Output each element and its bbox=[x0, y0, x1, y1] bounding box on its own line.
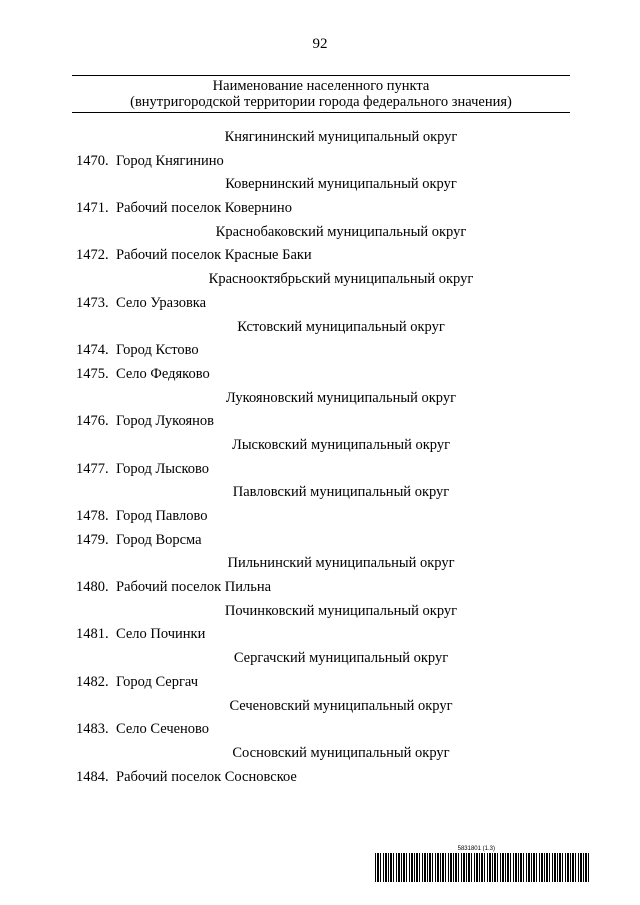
district-heading: Сосновский муниципальный округ bbox=[232, 744, 450, 761]
settlement-name: Рабочий поселок Пильна bbox=[116, 579, 272, 596]
settlement-row bbox=[0, 671, 640, 695]
district-heading: Кстовский муниципальный округ bbox=[237, 318, 445, 335]
settlement-name: Город Сергач bbox=[116, 673, 199, 690]
settlement-row bbox=[0, 150, 640, 174]
settlement-row bbox=[0, 410, 640, 434]
settlement-number: 1474. bbox=[76, 342, 109, 359]
district-heading: Краснооктябрьский муниципальный округ bbox=[208, 271, 474, 288]
header-top-rule bbox=[72, 75, 570, 76]
settlement-list bbox=[0, 126, 640, 789]
settlement-name: Город Княгинино bbox=[116, 152, 224, 169]
district-heading: Пильнинский муниципальный округ bbox=[227, 555, 455, 572]
district-heading: Лукояновский муниципальный округ bbox=[225, 389, 457, 406]
settlement-name: Село Починки bbox=[116, 626, 206, 643]
district-heading: Лысковский муниципальный округ bbox=[231, 436, 451, 453]
settlement-number: 1472. bbox=[76, 247, 109, 264]
settlement-name: Город Лукоянов bbox=[116, 413, 214, 430]
settlement-name: Город Кстово bbox=[116, 342, 199, 359]
settlement-row bbox=[0, 458, 640, 482]
district-heading: Сергачский муниципальный округ bbox=[233, 650, 449, 667]
page-number: 92 bbox=[312, 36, 328, 52]
settlement-row bbox=[0, 197, 640, 221]
barcode-image bbox=[375, 853, 589, 882]
settlement-number: 1482. bbox=[76, 673, 109, 690]
settlement-row bbox=[0, 576, 640, 600]
settlement-number: 1476. bbox=[76, 413, 109, 430]
settlement-number: 1470. bbox=[76, 152, 109, 169]
settlement-number: 1475. bbox=[76, 365, 109, 382]
settlement-name: Село Сеченово bbox=[116, 721, 210, 738]
settlement-number: 1471. bbox=[76, 200, 109, 217]
header-bottom-rule bbox=[72, 112, 570, 113]
district-heading: Княгининский муниципальный округ bbox=[224, 129, 458, 145]
settlement-number: 1484. bbox=[76, 768, 109, 785]
settlement-row bbox=[0, 292, 640, 316]
district-heading: Починковский муниципальный округ bbox=[224, 602, 458, 619]
settlement-row bbox=[0, 244, 640, 268]
settlement-name: Город Павлово bbox=[116, 508, 208, 524]
district-heading: Сеченовский муниципальный округ bbox=[229, 697, 453, 714]
settlement-name: Село Федяково bbox=[116, 365, 210, 382]
settlement-name: Рабочий поселок Красные Баки bbox=[116, 247, 312, 264]
district-heading: Краснобаковский муниципальный округ bbox=[215, 223, 467, 240]
settlement-number: 1480. bbox=[76, 579, 109, 596]
settlement-row bbox=[0, 505, 640, 529]
settlement-number: 1481. bbox=[76, 626, 109, 643]
settlement-row bbox=[0, 718, 640, 742]
settlement-number: 1478. bbox=[76, 508, 109, 524]
document-barcode bbox=[375, 845, 589, 883]
settlement-name: Город Ворсма bbox=[116, 531, 202, 548]
column-header-line-1: Наименование населенного пункта bbox=[212, 78, 430, 94]
settlement-name: Рабочий поселок Ковернино bbox=[116, 200, 292, 217]
district-heading: Ковернинский муниципальный округ bbox=[225, 176, 457, 193]
settlement-number: 1473. bbox=[76, 294, 109, 311]
settlement-row bbox=[0, 363, 640, 387]
settlement-row bbox=[0, 339, 640, 363]
settlement-row bbox=[0, 529, 640, 553]
settlement-name: Город Лысково bbox=[116, 460, 210, 477]
column-header-line-2: (внутригородской территории города федерального значения) bbox=[130, 94, 512, 110]
district-heading: Павловский муниципальный округ bbox=[232, 484, 450, 501]
settlement-row bbox=[0, 766, 640, 790]
settlement-number: 1483. bbox=[76, 721, 109, 738]
settlement-name: Село Уразовка bbox=[116, 294, 207, 311]
settlement-name: Рабочий поселок Сосновское bbox=[116, 768, 297, 785]
barcode-code: 5831801 (1.3) bbox=[457, 846, 495, 852]
settlement-row bbox=[0, 623, 640, 647]
settlement-number: 1479. bbox=[76, 531, 109, 548]
settlement-number: 1477. bbox=[76, 460, 109, 477]
